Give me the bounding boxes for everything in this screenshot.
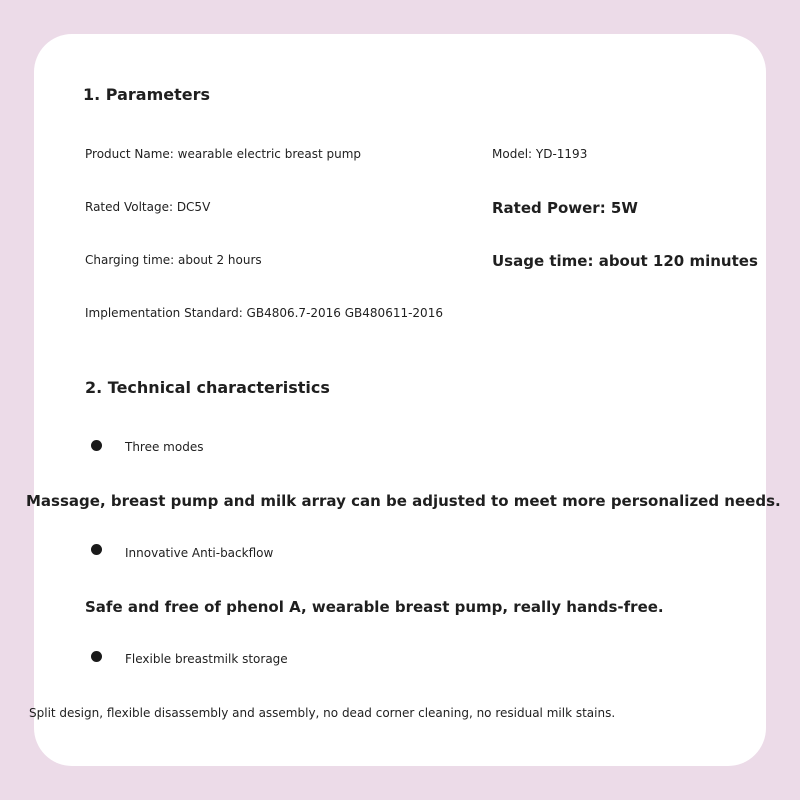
- param-rated-voltage: Rated Voltage: DC5V: [85, 200, 211, 214]
- param-usage-time: Usage time: about 120 minutes: [492, 252, 758, 270]
- bullet-icon: [91, 544, 102, 555]
- bullet-icon: [91, 440, 102, 451]
- feature-description-milk-storage: Split design, flexible disassembly and assembly, no dead corner cleaning, no residual milk stains.: [29, 706, 616, 720]
- feature-description-anti-backflow: Safe and free of phenol A, wearable breast pump, really hands-free.: [85, 598, 664, 616]
- section-heading-technical: 2. Technical characteristics: [85, 378, 330, 397]
- feature-title-three-modes: Three modes: [125, 440, 204, 454]
- section-heading-parameters: 1. Parameters: [83, 85, 210, 104]
- param-implementation-standard: Implementation Standard: GB4806.7-2016 GB480611-2016: [85, 306, 443, 320]
- param-rated-power: Rated Power: 5W: [492, 199, 638, 217]
- param-product-name: Product Name: wearable electric breast pump: [85, 147, 362, 161]
- feature-title-milk-storage: Flexible breastmilk storage: [125, 652, 288, 666]
- feature-title-anti-backflow: Innovative Anti-backflow: [125, 546, 274, 560]
- feature-description-three-modes: Massage, breast pump and milk array can be adjusted to meet more personalized needs.: [26, 492, 781, 510]
- bullet-icon: [91, 651, 102, 662]
- param-model: Model: YD-1193: [492, 147, 588, 161]
- param-charging-time: Charging time: about 2 hours: [85, 253, 262, 267]
